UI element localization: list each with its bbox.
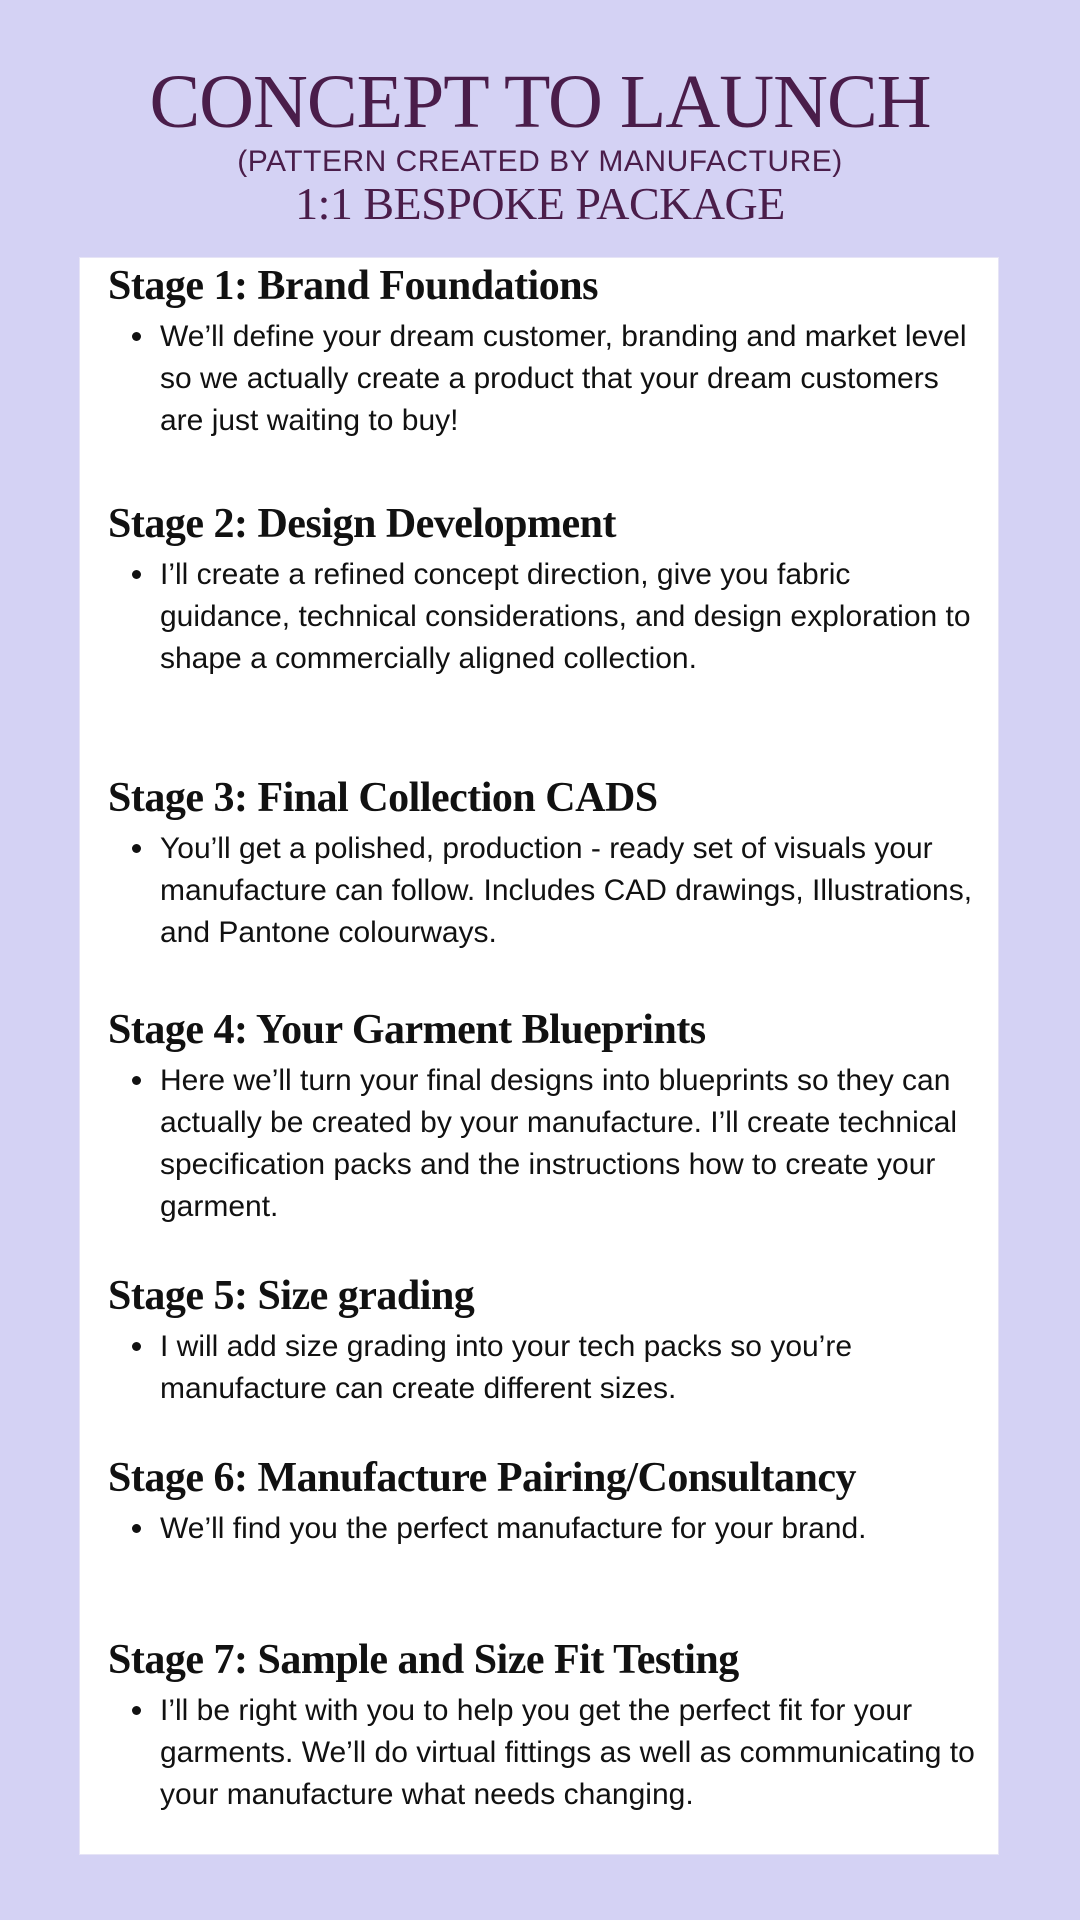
stage-2-item bbox=[108, 554, 988, 680]
bullet-icon bbox=[132, 1706, 141, 1715]
stage-7-list bbox=[108, 1690, 988, 1816]
bullet-icon bbox=[132, 1524, 141, 1533]
stage-4-list bbox=[108, 1060, 988, 1228]
stage-5 bbox=[108, 1272, 988, 1410]
bullet-icon bbox=[132, 332, 141, 341]
stage-4 bbox=[108, 1006, 988, 1228]
stage-2-title: Stage 2: Design Development bbox=[108, 501, 616, 547]
package-name: 1:1 BESPOKE PACKAGE bbox=[295, 178, 785, 229]
stage-7-text: I’ll be right with you to help you get the perfect fit for your garments. We’ll do virtual fittings as well as communicating to your manufacture what needs changing. bbox=[160, 1694, 975, 1811]
bullet-icon bbox=[132, 1342, 141, 1351]
page-title: CONCEPT TO LAUNCH bbox=[149, 60, 931, 144]
stage-3-text: You’ll get a polished, production - ready set of visuals your manufacture can follow. Includes CAD drawings, Illustrations, and Pantone colourways. bbox=[160, 832, 973, 949]
stage-2-list bbox=[108, 554, 988, 680]
stage-6 bbox=[108, 1454, 988, 1550]
stage-2 bbox=[108, 500, 988, 680]
stage-5-list bbox=[108, 1326, 988, 1410]
bullet-icon bbox=[132, 570, 141, 579]
stage-6-text: We’ll find you the perfect manufacture for your brand. bbox=[160, 1512, 867, 1545]
stage-2-text: I’ll create a refined concept direction, give you fabric guidance, technical considerations, and design exploration to shape a commercially aligned collection. bbox=[160, 558, 971, 675]
page-subtitle: (PATTERN CREATED BY MANUFACTURE) bbox=[237, 145, 843, 178]
stage-7-item bbox=[108, 1690, 988, 1816]
stage-4-title: Stage 4: Your Garment Blueprints bbox=[108, 1007, 706, 1053]
bullet-icon bbox=[132, 1076, 141, 1085]
stage-1-title: Stage 1: Brand Foundations bbox=[108, 263, 598, 309]
stage-6-item bbox=[108, 1508, 988, 1550]
stage-1-text: We’ll define your dream customer, branding and market level so we actually create a product that your dream customers are just waiting to buy! bbox=[160, 320, 967, 437]
stage-1-item bbox=[108, 316, 988, 442]
stage-3-list bbox=[108, 828, 988, 954]
stage-5-text: I will add size grading into your tech packs so you’re manufacture can create different sizes. bbox=[160, 1330, 853, 1405]
stage-5-item bbox=[108, 1326, 988, 1410]
stage-4-text: Here we’ll turn your final designs into blueprints so they can actually be created by your manufacture. I’ll create technical specification packs and the instructions how to create your garment. bbox=[160, 1064, 958, 1223]
stage-4-item bbox=[108, 1060, 988, 1228]
stage-1 bbox=[108, 262, 988, 442]
stage-5-title: Stage 5: Size grading bbox=[108, 1273, 475, 1319]
stage-3-item bbox=[108, 828, 988, 954]
stage-6-title: Stage 6: Manufacture Pairing/Consultancy bbox=[108, 1455, 857, 1501]
stage-6-list bbox=[108, 1508, 988, 1550]
stage-7 bbox=[108, 1636, 988, 1816]
stages-card bbox=[79, 257, 999, 1855]
stage-3-title: Stage 3: Final Collection CADS bbox=[108, 775, 658, 821]
bullet-icon bbox=[132, 844, 141, 853]
stage-7-title: Stage 7: Sample and Size Fit Testing bbox=[108, 1637, 739, 1683]
stage-1-list bbox=[108, 316, 988, 442]
stage-3 bbox=[108, 774, 988, 954]
